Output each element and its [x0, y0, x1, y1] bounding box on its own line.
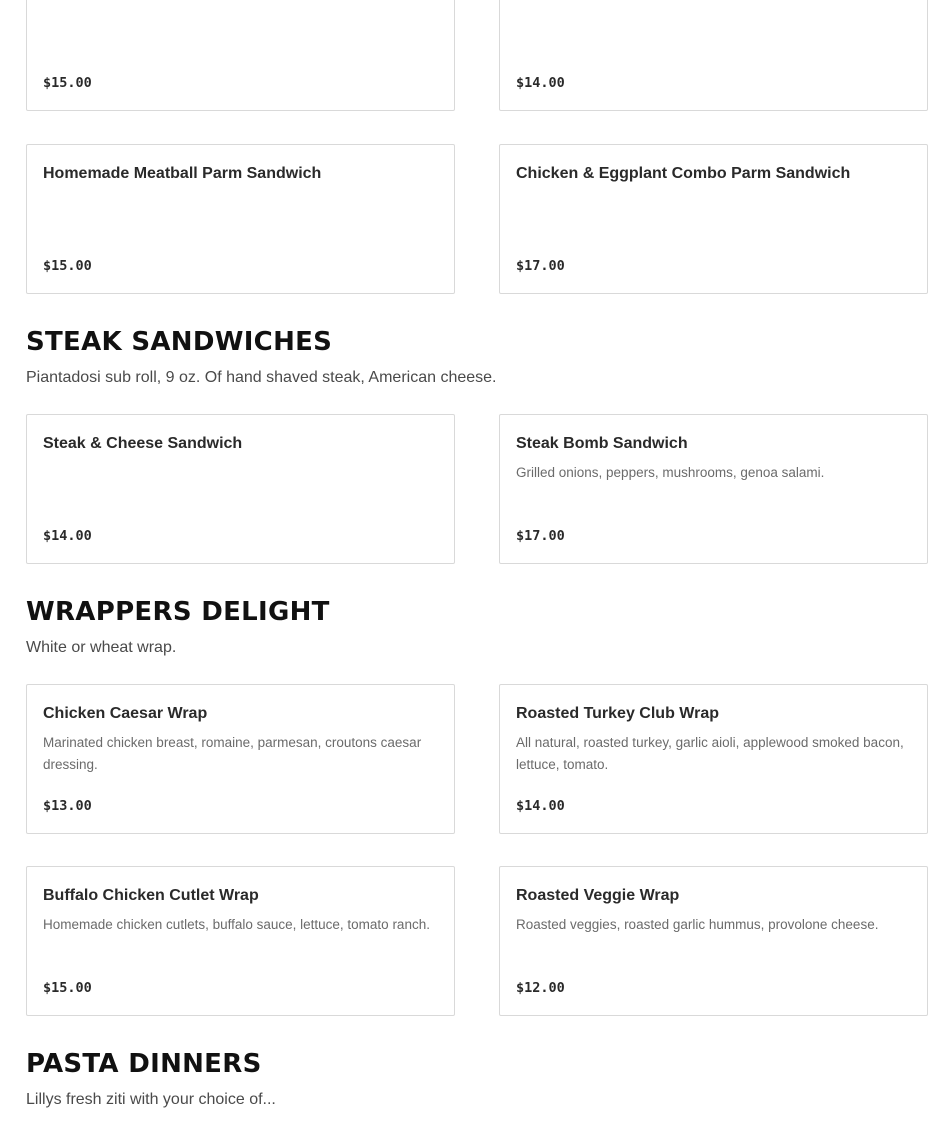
item-name: Roasted Turkey Club Wrap [516, 705, 719, 722]
item-description: All natural, roasted turkey, garlic aioli, applewood smoked bacon, lettuce, tomato. [516, 735, 904, 772]
menu-item-card[interactable] [499, 866, 928, 1016]
item-price: $15.00 [43, 980, 92, 996]
item-description: Homemade chicken cutlets, buffalo sauce, lettuce, tomato ranch. [43, 917, 430, 932]
item-name: Chicken Caesar Wrap [43, 705, 208, 722]
menu-item-card[interactable] [26, 144, 455, 294]
item-description: Roasted veggies, roasted garlic hummus, provolone cheese. [516, 917, 879, 932]
item-price: $15.00 [43, 75, 92, 91]
section-subtitle-pasta-dinners: Lillys fresh ziti with your choice of... [26, 1091, 276, 1108]
section-subtitle-steak-sandwiches: Piantadosi sub roll, 9 oz. Of hand shaved steak, American cheese. [26, 369, 497, 386]
item-name: Roasted Veggie Wrap [516, 887, 680, 904]
item-price: $17.00 [516, 258, 565, 274]
item-name: Chicken & Eggplant Combo Parm Sandwich [516, 165, 851, 182]
item-name: Steak Bomb Sandwich [516, 435, 688, 452]
menu-item-card[interactable] [26, 0, 455, 111]
item-name: Homemade Meatball Parm Sandwich [43, 165, 322, 182]
item-price: $13.00 [43, 798, 92, 814]
item-price: $14.00 [516, 798, 565, 814]
menu-item-card[interactable] [499, 684, 928, 834]
item-name: Buffalo Chicken Cutlet Wrap [43, 887, 259, 904]
menu-item-card[interactable] [499, 414, 928, 564]
menu-item-card[interactable] [499, 0, 928, 111]
item-price: $14.00 [43, 528, 92, 544]
item-price: $14.00 [516, 75, 565, 91]
section-title-wrappers-delight: WRAPPERS DELIGHT [26, 597, 330, 627]
item-description: Grilled onions, peppers, mushrooms, genoa salami. [516, 465, 825, 480]
item-price: $17.00 [516, 528, 565, 544]
item-description: Marinated chicken breast, romaine, parmesan, croutons caesar dressing. [43, 735, 422, 772]
item-price: $12.00 [516, 980, 565, 996]
item-price: $15.00 [43, 258, 92, 274]
section-subtitle-wrappers-delight: White or wheat wrap. [26, 639, 177, 656]
menu-item-card[interactable] [499, 144, 928, 294]
menu-item-card[interactable] [26, 866, 455, 1016]
section-title-pasta-dinners: PASTA DINNERS [26, 1049, 262, 1079]
item-name: Steak & Cheese Sandwich [43, 435, 243, 452]
menu-item-card[interactable] [26, 684, 455, 834]
menu-item-card[interactable] [26, 414, 455, 564]
section-title-steak-sandwiches: STEAK SANDWICHES [26, 327, 333, 357]
